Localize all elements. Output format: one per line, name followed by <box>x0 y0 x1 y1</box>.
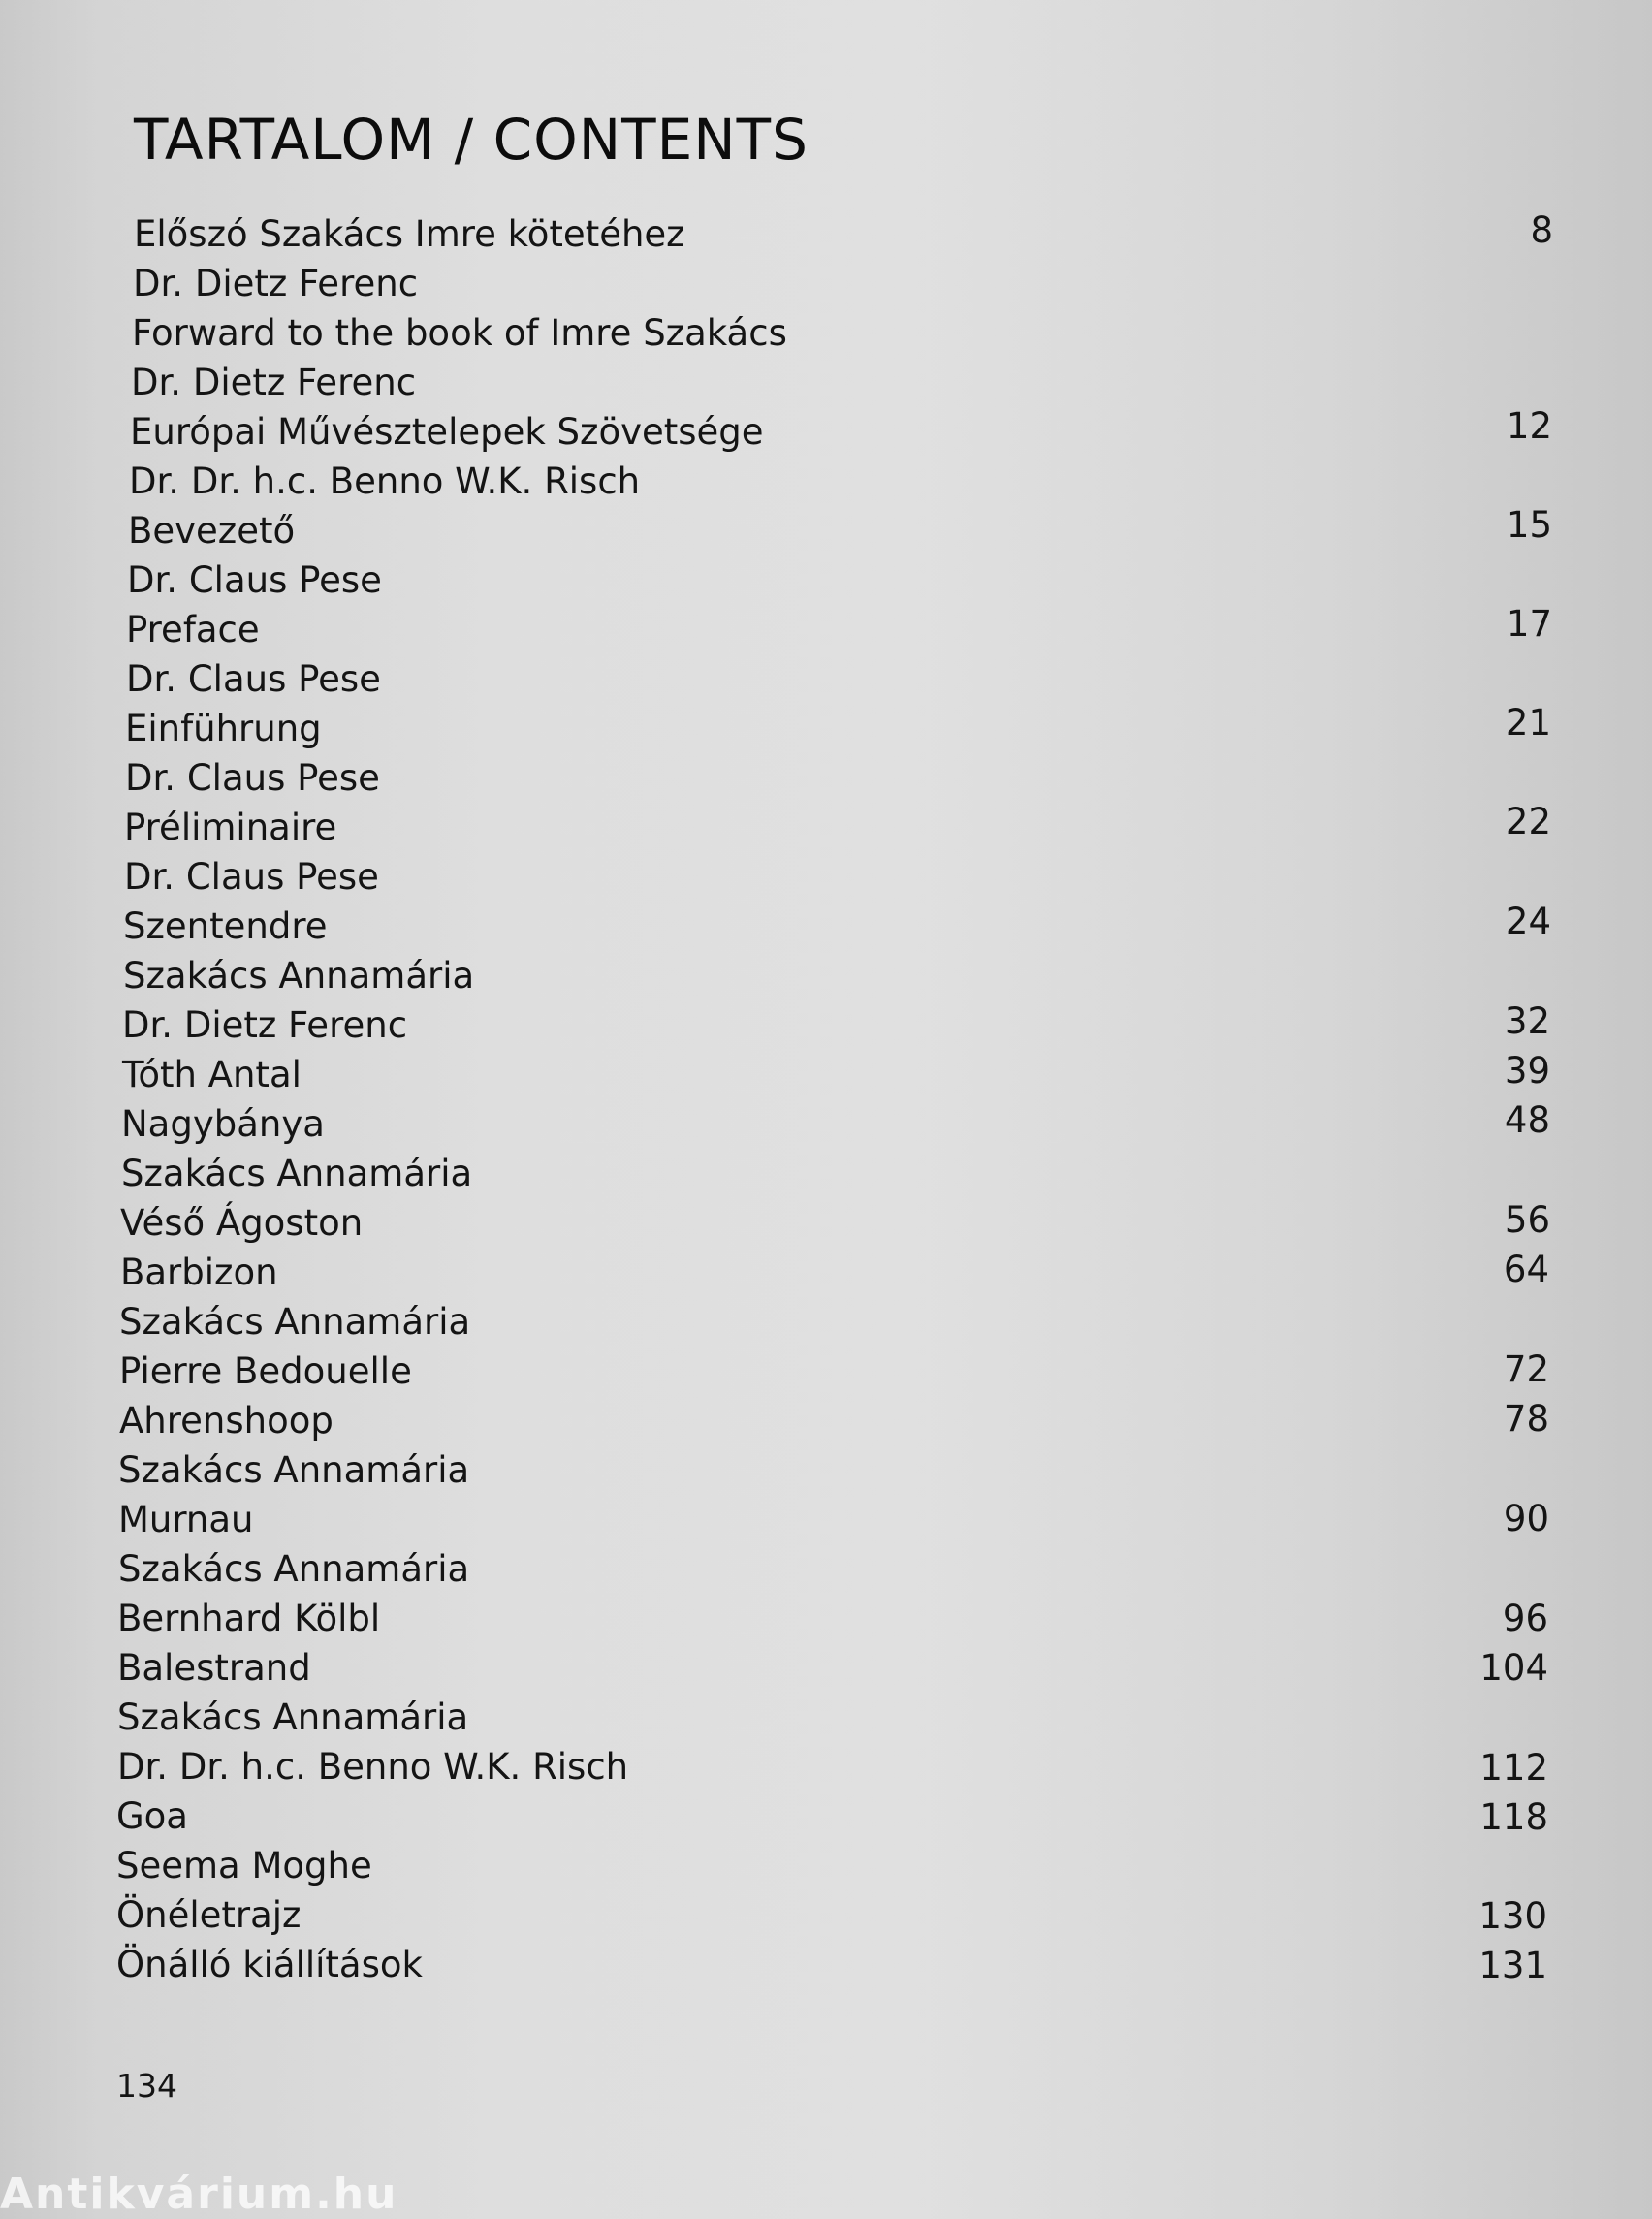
toc-entry-page-number: 130 <box>1478 1895 1547 1937</box>
toc-entry-page-number: 22 <box>1505 801 1551 842</box>
toc-entry-title: Európai Művésztelepek Szövetsége <box>130 411 764 453</box>
toc-entry-title: Dr. Dietz Ferenc <box>133 263 419 304</box>
toc-entry-page-number: 12 <box>1506 405 1552 447</box>
toc-entry-page-number: 90 <box>1503 1498 1549 1539</box>
toc-entry-title: Szakács Annamária <box>123 955 475 997</box>
toc-entry-page-number: 48 <box>1504 1099 1550 1141</box>
toc-entry-page-number: 24 <box>1505 901 1551 942</box>
toc-entry-title: Önálló kiállítások <box>116 1944 423 1985</box>
toc-entry-title: Preface <box>126 609 260 650</box>
page-number: 134 <box>116 2067 177 2105</box>
toc-entry-title: Balestrand <box>117 1647 311 1689</box>
toc-entry-title: Szakács Annamária <box>118 1449 470 1491</box>
toc-entry-title: Véső Ágoston <box>120 1202 364 1244</box>
toc-entry-title: Pierre Bedouelle <box>119 1350 412 1392</box>
toc-entry-title: Előszó Szakács Imre kötetéhez <box>134 213 685 255</box>
toc-entry-title: Préliminaire <box>124 807 337 848</box>
toc-entry-page-number: 56 <box>1504 1199 1550 1241</box>
toc-entry-title: Dr. Dietz Ferenc <box>131 362 417 403</box>
toc-entry-title: Szakács Annamária <box>117 1696 469 1738</box>
toc-entry-page-number: 112 <box>1479 1747 1548 1789</box>
toc-entry-page-number: 17 <box>1506 603 1552 645</box>
toc-entry-page-number: 21 <box>1505 702 1551 744</box>
toc-entry-page-number: 118 <box>1479 1796 1548 1838</box>
toc-entry-title: Murnau <box>118 1499 254 1540</box>
toc-entry-page-number: 78 <box>1503 1398 1549 1440</box>
watermark: Antikvárium.hu <box>0 2170 398 2219</box>
toc-entry-title: Dr. Claus Pese <box>127 559 382 601</box>
toc-entry-title: Dr. Dr. h.c. Benno W.K. Risch <box>117 1746 629 1788</box>
toc-entry-title: Szentendre <box>123 905 328 947</box>
toc-entry-title: Forward to the book of Imre Szakács <box>132 312 787 354</box>
toc-entry-title: Einführung <box>125 708 322 749</box>
toc-entry-title: Dr. Claus Pese <box>126 658 381 700</box>
toc-entry-page-number: 39 <box>1504 1050 1550 1092</box>
toc-entry-title: Szakács Annamária <box>121 1153 473 1194</box>
toc-entry-page-number: 131 <box>1478 1945 1547 1986</box>
toc-entry-title: Dr. Claus Pese <box>125 757 380 799</box>
toc-entry-page-number: 64 <box>1503 1249 1549 1290</box>
toc-entry-page-number: 15 <box>1506 504 1552 546</box>
toc-entry-title: Bevezető <box>128 510 296 552</box>
toc-entry-title: Bernhard Kölbl <box>117 1598 381 1639</box>
toc-entry-page-number: 72 <box>1503 1348 1549 1390</box>
page-title: TARTALOM / CONTENTS <box>134 107 809 173</box>
toc-entry-page-number: 96 <box>1502 1598 1548 1639</box>
toc-entry-title: Barbizon <box>120 1252 278 1293</box>
toc-entry-page-number: 8 <box>1530 209 1553 251</box>
toc-entry-title: Dr. Dr. h.c. Benno W.K. Risch <box>129 460 641 502</box>
toc-entry-title: Dr. Dietz Ferenc <box>122 1004 408 1046</box>
toc-entry-title: Dr. Claus Pese <box>124 856 379 898</box>
toc-entry-title: Szakács Annamária <box>119 1301 471 1343</box>
toc-entry-page-number: 32 <box>1504 1000 1550 1042</box>
toc-entry-title: Szakács Annamária <box>118 1548 470 1590</box>
toc-entry-title: Nagybánya <box>121 1103 325 1145</box>
toc-entry-title: Ahrenshoop <box>119 1400 334 1442</box>
toc-entry-title: Önéletrajz <box>116 1894 302 1936</box>
toc-entry-title: Seema Moghe <box>116 1845 372 1886</box>
toc-entry-title: Tóth Antal <box>122 1054 302 1095</box>
toc-entry-page-number: 104 <box>1479 1647 1548 1689</box>
toc-entry-title: Goa <box>116 1795 188 1837</box>
